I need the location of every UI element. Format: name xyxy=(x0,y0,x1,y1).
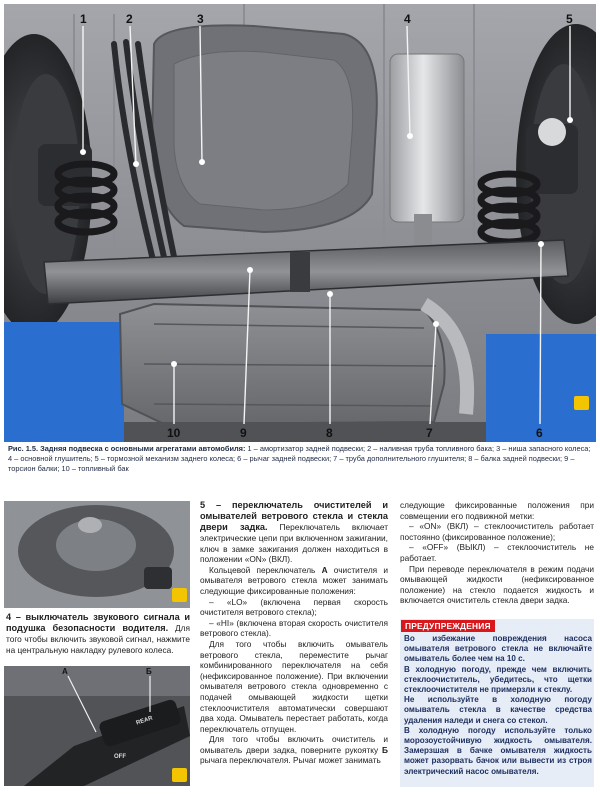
label-1: 1 xyxy=(80,12,87,26)
label-9: 9 xyxy=(240,426,247,440)
horn-airbag-section xyxy=(6,612,190,655)
horn-text: Для того чтобы включить звуковой сигнал, нажмите на центральную накладку рулевого колеса. xyxy=(6,623,190,655)
wiper-p1: Переключатель включает электрические цепи при включенном зажигании, ключ в замке зажигания должен находиться в положении «ON» (ВКЛ). xyxy=(200,522,388,565)
caption-text: 1 – амортизатор задней подвески; 2 – наливная труба топливного бака; 3 – ниша запасного колеса; 4 – основной глушитель; 5 – тормозной механизм заднего колеса; 6 – рычаг задней подвески; 7 – труба дополнительного глушителя; 8 – балка задней подвески; 9 – торсион балки; 10 – топливный бак xyxy=(8,444,591,473)
figure-caption xyxy=(8,444,594,474)
lever-rear-marking: REAR xyxy=(135,715,154,727)
warning-item: Во избежание повреждения насоса омывателя ветрового стекла не включайте омыватель более чем на 10 с. xyxy=(404,634,592,664)
rear-p3: – «OFF» (ВЫКЛ) – стеклоочиститель не работает. xyxy=(400,542,594,563)
caption-title: Рис. 1.5. Задняя подвеска с основными агрегатами автомобиля: xyxy=(8,444,246,453)
steering-wheel-illustration xyxy=(4,501,190,608)
wiper-lever-illustration xyxy=(4,666,190,786)
tool-badge-icon xyxy=(172,768,187,782)
tool-badge-icon xyxy=(574,396,589,410)
rear-wiper-section xyxy=(400,500,594,606)
label-5: 5 xyxy=(566,12,573,26)
rear-suspension-photo xyxy=(4,4,596,442)
tool-badge-icon xyxy=(172,588,187,602)
rear-p4: При переводе переключателя в режим подачи омывающей жидкости (нефиксированное положение) на стекло подается жидкость и включается очиститель стекла двери задка. xyxy=(400,563,594,606)
steering-wheel-photo xyxy=(4,501,190,608)
label-6: 6 xyxy=(536,426,543,440)
wiper-p4: – «HI» (включена вторая скорость очистителя ветрового стекла). xyxy=(200,617,388,639)
warning-title: ПРЕДУПРЕЖДЕНИЯ xyxy=(401,620,495,632)
warning-item: Не используйте в холодную погоду омыватель стекла в качестве средства удаления наледи и снега со стекол. xyxy=(404,695,592,725)
label-3: 3 xyxy=(197,12,204,26)
wiper-p6-pre: Для того чтобы включить очиститель и омыватель двери задка, поверните рукоятку xyxy=(200,734,388,755)
rear-p2: – «ON» (ВКЛ) – стеклоочиститель работает постоянно (фиксированное положение); xyxy=(400,521,594,542)
lever-label-a: А xyxy=(62,667,68,676)
horn-heading: 4 – выключатель звукового сигнала и подушка безопасности водителя. xyxy=(6,612,190,633)
wiper-switch-section xyxy=(200,500,388,766)
warning-item: В холодную погоду, прежде чем включить стеклоочиститель, убедитесь, что щетки стеклоочистителя не примерзли к стеклу. xyxy=(404,664,592,695)
label-2: 2 xyxy=(126,12,133,26)
warning-list xyxy=(404,634,592,777)
lever-off-marking: OFF xyxy=(114,754,126,760)
lever-label-b: Б xyxy=(146,667,152,676)
wiper-p6-post: рычага переключателя. Рычаг может занимать xyxy=(200,755,381,766)
wiper-p2-bold: А xyxy=(321,564,328,575)
label-7: 7 xyxy=(426,426,433,440)
warning-item: В холодную погоду используйте только морозоустойчивую жидкость омывателя. Замерзшая в бачке омывателя жидкость может разорвать бачок или вывести из строя электрический насос омывателя. xyxy=(404,725,592,776)
label-10: 10 xyxy=(167,426,181,440)
wiper-p2-pre: Кольцевой переключатель xyxy=(209,564,322,575)
wiper-heading: 5 – переключатель очистителей и омывателей ветрового стекла и стекла двери задка. xyxy=(200,500,388,532)
wiper-lever-photo xyxy=(4,666,190,786)
wiper-p2-post: очистителя и омывателя ветрового стекла может занимать следующие фиксированные положения: xyxy=(200,564,388,596)
wiper-p6-bold: Б xyxy=(382,744,388,755)
rear-p1: следующие фиксированные положения при совмещении его подвижной метки: xyxy=(400,500,594,521)
wiper-p5: Для того чтобы включить омыватель ветрового стекла, переместите рычаг комбинированного переключателя на себя (нефиксированное положение). При включении омывателя ветрового стекла одновременно с подачей омывающей жидкости щетки стеклоочистителя автоматически совершают два хода. Омыватель перестает работать, когда переключатель отпущен. xyxy=(200,638,388,734)
label-4: 4 xyxy=(404,12,411,26)
label-8: 8 xyxy=(326,426,333,440)
suspension-illustration xyxy=(4,4,596,442)
wiper-p3: – «LO» (включена первая скорость очистителя ветрового стекла); xyxy=(200,596,388,618)
